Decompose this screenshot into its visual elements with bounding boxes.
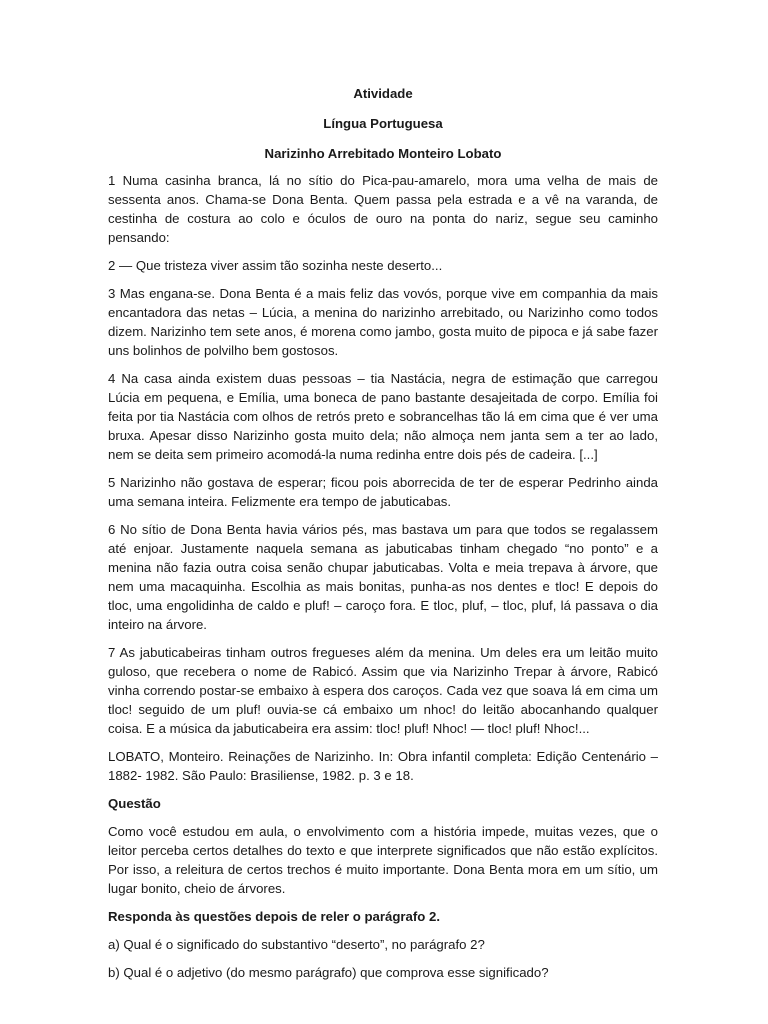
paragraph-3: 3 Mas engana-se. Dona Benta é a mais feliz das vovós, porque vive em companhia da mais encantadora das netas – Lúcia, a menina do narizinho arrebitado, ou Narizinho como todos dizem. Narizinho tem sete anos, é morena como jambo, gosta muito de pipoca e já sabe fazer uns bolinhos de polvilho bem gostosos. (108, 286, 658, 358)
paragraph-1: 1 Numa casinha branca, lá no sítio do Pica-pau-amarelo, mora uma velha de mais de sessenta anos. Chama-se Dona Benta. Quem passa pela estrada e a vê na varanda, de cestinha de costura ao colo e óculos de ouro na ponta do nariz, segue seu caminho pensando: (108, 173, 658, 245)
paragraph-4: 4 Na casa ainda existem duas pessoas – tia Nastácia, negra de estimação que carregou Lúcia em pequena, e Emília, uma boneca de pano bastante desajeitada de corpo. Emília foi feita por tia Nastácia com olhos de retrós preto e sobrancelhas tão lá em cima que é ver uma bruxa. Apesar disso Narizinho gosta muito dela; não almoça nem janta sem a ter ao lado, nem se deita sem primeiro acomodá-la numa redinha entre dois pés de cadeira. [...] (108, 371, 658, 462)
question-heading: Questão (108, 796, 161, 811)
story-title: Narizinho Arrebitado Monteiro Lobato (264, 146, 502, 161)
subject-title: Língua Portuguesa (323, 116, 443, 131)
question-instruction: Responda às questões depois de reler o parágrafo 2. (108, 909, 440, 924)
question-item-a: a) Qual é o significado do substantivo “deserto”, no parágrafo 2? (108, 937, 485, 952)
question-item-b: b) Qual é o adjetivo (do mesmo parágrafo) que comprova esse significado? (108, 965, 549, 980)
paragraph-6: 6 No sítio de Dona Benta havia vários pés, mas bastava um para que todos se regalassem até enjoar. Justamente naquela semana as jabuticabas tinham chegado “no ponto” e a menina não fazia outra coisa senão chupar jabuticabas. Volta e meia trepava à árvore, que nem uma macaquinha. Escolhia as mais bonitas, punha-as nos dentes e tloc! E depois do tloc, uma engolidinha de caldo e pluf! – caroço fora. E tloc, pluf, – tloc, pluf, lá passava o dia inteiro na árvore. (108, 522, 658, 632)
document-page (108, 84, 658, 991)
reference-citation: LOBATO, Monteiro. Reinações de Narizinho. In: Obra infantil completa: Edição Centenário – 1882- 1982. São Paulo: Brasiliense, 1982. p. 3 e 18. (108, 749, 658, 783)
paragraph-2: 2 — Que tristeza viver assim tão sozinha neste deserto... (108, 258, 443, 273)
question-intro: Como você estudou em aula, o envolvimento com a história impede, muitas vezes, que o leitor perceba certos detalhes do texto e que interprete significados que não estão explícitos. Por isso, a releitura de certos trechos é muito importante. Dona Benta mora em um sítio, um lugar bonito, cheio de árvores. (108, 824, 658, 896)
activity-title: Atividade (353, 86, 413, 101)
paragraph-7: 7 As jabuticabeiras tinham outros fregueses além da menina. Um deles era um leitão muito guloso, que recebera o nome de Rabicó. Assim que via Narizinho Trepar à árvore, Rabicó vinha correndo postar-se embaixo à espera dos caroços. Cada vez que soava lá em cima um tloc! seguido de um pluf! ouvia-se cá embaixo um nhoc! do leitão abocanhando qualquer coisa. E a música da jabuticabeira era assim: tloc! pluf! Nhoc! — tloc! pluf! Nhoc!... (108, 645, 658, 736)
paragraph-5: 5 Narizinho não gostava de esperar; ficou pois aborrecida de ter de esperar Pedrinho ainda uma semana inteira. Felizmente era tempo de jabuticabas. (108, 475, 658, 509)
